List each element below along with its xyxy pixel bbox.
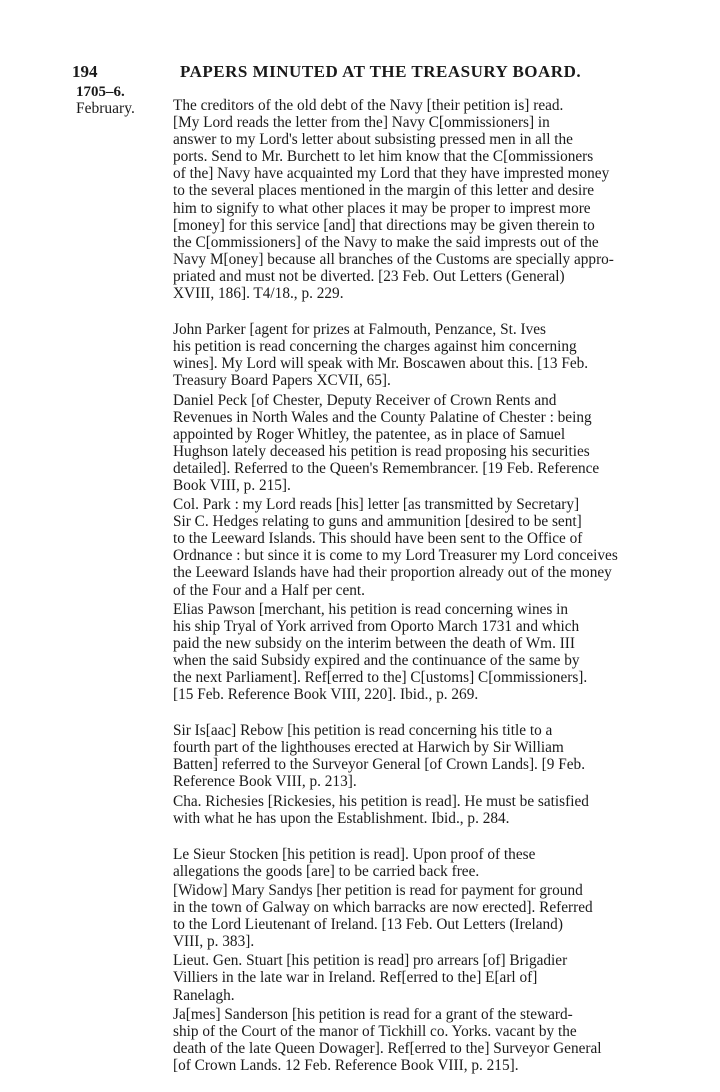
minute-entry: [173, 496, 651, 599]
minute-entry: [173, 97, 651, 302]
entry-line: Treasury Board Papers XCVII, 65].: [173, 372, 391, 390]
entry-line: Reference Book VIII, p. 213].: [173, 773, 357, 791]
minute-entry: [173, 793, 651, 827]
section-gap: [173, 705, 651, 722]
entry-line: Villiers in the late war in Ireland. Ref[erred to the] E[arl of]: [173, 969, 538, 987]
entry-line: priated and must not be diverted. [23 Feb. Out Letters (General): [173, 267, 565, 285]
entry-line: with what he has upon the Establishment. Ibid., p. 284.: [173, 809, 510, 827]
entry-line: [of Crown Lands. 12 Feb. Reference Book VIII, p. 215].: [173, 1056, 519, 1074]
section-gap: [173, 304, 651, 321]
entry-line: when the said Subsidy expired and the continuance of the same by: [173, 651, 580, 669]
entry-first-line: Daniel Peck [of Chester, Deputy Receiver of Crown Rents and: [173, 391, 557, 409]
margin-month: February.: [76, 100, 135, 117]
entry-line: appointed by Roger Whitley, the patentee, as in place of Samuel: [173, 425, 566, 443]
entry-line: Hughson lately deceased his petition is read proposing his securities: [173, 442, 590, 460]
entry-line: to the several places mentioned in the margin of this letter and desire: [173, 182, 595, 200]
entry-line: answer to my Lord's letter about subsisting pressed men in all the: [173, 131, 573, 149]
minute-entry: [173, 952, 651, 1003]
entry-first-line: The creditors of the old debt of the Navy [their petition is] read.: [173, 97, 564, 114]
entry-line: Navy M[oney] because all branches of the Customs are specially appro-: [173, 250, 614, 268]
entry-line: Ranelagh.: [173, 986, 235, 1004]
entry-line: Sir C. Hedges relating to guns and ammunition [desired to be sent]: [173, 513, 582, 531]
entry-first-line: Ja[mes] Sanderson [his petition is read for a grant of the steward-: [173, 1005, 573, 1023]
minute-entry: [173, 321, 651, 389]
entry-line: to the Leeward Islands. This should have been sent to the Office of: [173, 530, 583, 548]
section-gap: [173, 829, 651, 846]
minute-entry: [173, 882, 651, 950]
minute-entry: [173, 722, 651, 790]
entry-line: Book VIII, p. 215].: [173, 476, 291, 494]
entry-line: of the] Navy have acquainted my Lord that they have imprested money: [173, 165, 610, 183]
entry-line: his petition is read concerning the charges against him concerning: [173, 338, 577, 356]
entry-first-line: John Parker [agent for prizes at Falmouth, Penzance, St. Ives: [173, 321, 546, 339]
entry-line: of the Four and a Half per cent.: [173, 581, 365, 599]
entry-line: ports. Send to Mr. Burchett to let him know that the C[ommissioners: [173, 148, 594, 166]
entry-line: death of the late Queen Dowager]. Ref[erred to the] Surveyor General: [173, 1039, 602, 1057]
entry-line: the next Parliament]. Ref[erred to the] C[ustoms] C[ommissioners].: [173, 669, 588, 686]
entry-line: wines]. My Lord will speak with Mr. Boscawen about this. [13 Feb.: [173, 355, 589, 373]
entry-line: [15 Feb. Reference Book VIII, 220]. Ibid., p. 269.: [173, 686, 479, 704]
entry-line: his ship Tryal of York arrived from Oporto March 1731 and which: [173, 617, 580, 635]
entry-line: detailed]. Referred to the Queen's Remembrancer. [19 Feb. Reference: [173, 459, 600, 477]
entry-line: XVIII, 186]. T4/18., p. 229.: [173, 285, 344, 303]
entry-line: Ordnance : but since it is come to my Lord Treasurer my Lord conceives: [173, 547, 618, 565]
entry-line: [My Lord reads the letter from the] Navy C[ommissioners] in: [173, 114, 550, 132]
running-head: PAPERS MINUTED AT THE TREASURY BOARD.: [180, 62, 582, 81]
minute-entry: [173, 1006, 651, 1074]
minute-entry: [173, 392, 651, 495]
entry-line: Revenues in North Wales and the County Palatine of Chester : being: [173, 408, 592, 426]
entry-line: Batten] referred to the Surveyor General [of Crown Lands]. [9 Feb.: [173, 756, 586, 774]
entry-line: ship of the Court of the manor of Tickhill co. Yorks. vacant by the: [173, 1022, 577, 1040]
entry-line: paid the new subsidy on the interim between the death of Wm. III: [173, 634, 575, 652]
entry-first-line: Elias Pawson [merchant, his petition is read concerning wines in: [173, 600, 569, 618]
margin-year: 1705–6.: [76, 84, 125, 100]
minute-entry: [173, 601, 651, 704]
document-body: [173, 97, 651, 1076]
entry-line: him to signify to what other places it may be proper to imprest more: [173, 199, 591, 217]
entry-first-line: Sir Is[aac] Rebow [his petition is read concerning his title to a: [173, 722, 553, 740]
entry-first-line: [Widow] Mary Sandys [her petition is read for payment for ground: [173, 881, 583, 899]
entry-line: the C[ommissioners] of the Navy to make the said imprests out of the: [173, 233, 599, 251]
entry-first-line: Lieut. Gen. Stuart [his petition is read] pro arrears [of] Brigadier: [173, 952, 568, 970]
entry-line: allegations the goods [are] to be carried back free.: [173, 862, 480, 880]
entry-first-line: Le Sieur Stocken [his petition is read]. Upon proof of these: [173, 845, 536, 863]
entry-line: VIII, p. 383].: [173, 933, 255, 951]
entry-line: the Leeward Islands have had their proportion already out of the money: [173, 564, 612, 582]
entry-first-line: Cha. Richesies [Rickesies, his petition is read]. He must be satisfied: [173, 792, 589, 810]
page-number: 194: [72, 62, 98, 81]
entry-first-line: Col. Park : my Lord reads [his] letter [as transmitted by Secretary]: [173, 496, 580, 514]
minute-entry: [173, 846, 651, 880]
entry-line: fourth part of the lighthouses erected at Harwich by Sir William: [173, 739, 564, 757]
entry-line: [money] for this service [and] that directions may be given therein to: [173, 216, 595, 234]
entry-line: to the Lord Lieutenant of Ireland. [13 Feb. Out Letters (Ireland): [173, 916, 563, 934]
entry-line: in the town of Galway on which barracks are now erected]. Referred: [173, 899, 593, 917]
